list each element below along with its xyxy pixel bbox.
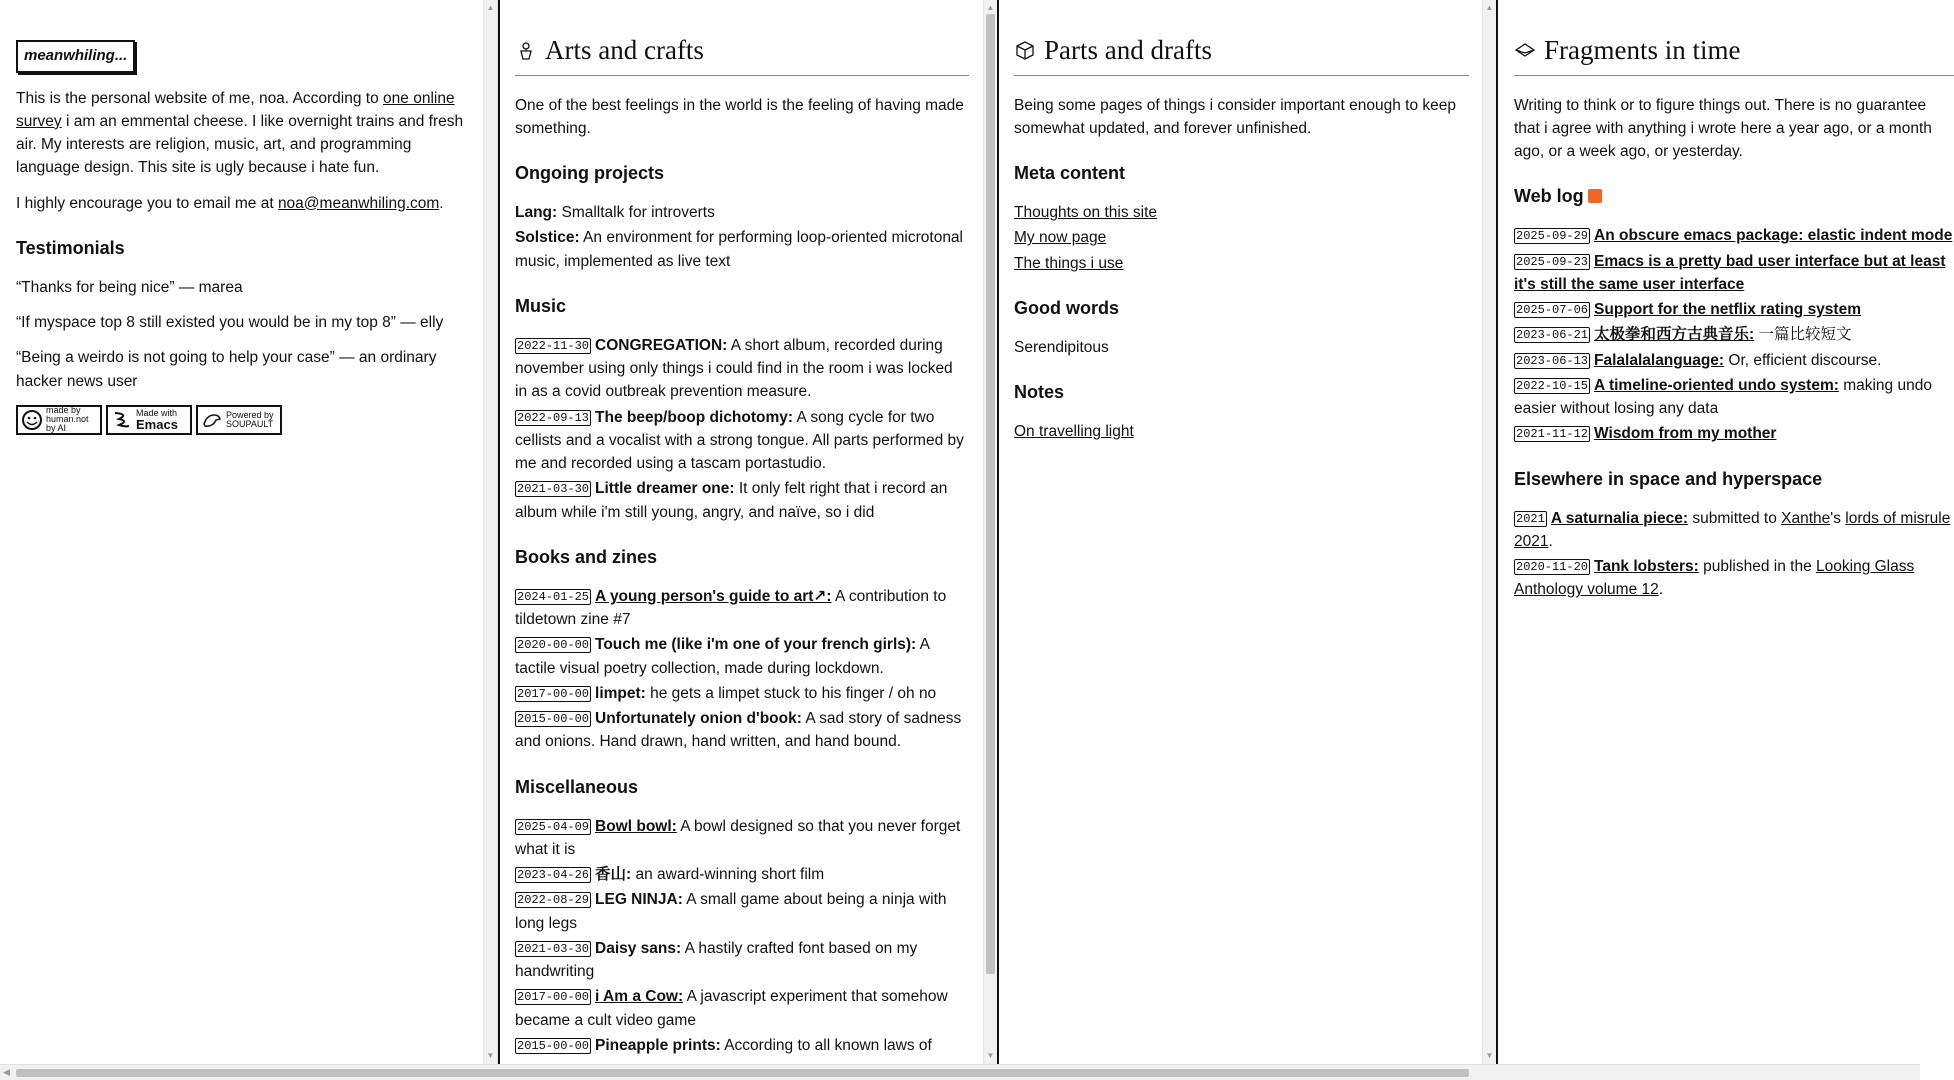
date-badge: 2022-08-29 [517, 893, 590, 908]
item-desc: A bowl designed so that you never forget what it is [515, 817, 961, 858]
post-link[interactable]: Emacs is a pretty bad user interface but at least it's still the same user interface [1514, 252, 1946, 293]
testimonial: “If myspace top 8 still existed you would be in my top 8” — elly [16, 314, 444, 331]
item-link[interactable]: Looking Glass Anthology volume 12 [1514, 558, 1915, 599]
item-link[interactable]: A saturnalia piece: [1550, 509, 1689, 527]
list-item [515, 707, 969, 754]
scroll-down-arrow-icon[interactable]: ▼ [1485, 1051, 1494, 1060]
emacs-icon [111, 409, 133, 431]
books-heading: Books and zines [515, 546, 658, 567]
item-desc: an award-winning short film [631, 866, 825, 883]
item-link[interactable]: lords of misrule 2021 [1514, 509, 1951, 550]
music-heading: Music [515, 295, 567, 316]
list-item [1014, 201, 1469, 224]
item-text: 's [1830, 509, 1846, 527]
post-link[interactable]: Wisdom from my mother [1594, 425, 1777, 443]
list-item [1514, 250, 1954, 297]
item-link[interactable]: Xanthe [1781, 509, 1831, 527]
date-badge: 2021-03-30 [517, 941, 590, 956]
scrollbar-col3[interactable] [1482, 0, 1497, 1064]
badge-line: Made with [136, 407, 178, 418]
item-desc: Smalltalk for introverts [557, 204, 715, 221]
things-i-use-link[interactable]: The things i use [1014, 254, 1124, 272]
date-badge: 2025-09-23 [1516, 254, 1589, 269]
intro-text: This is the personal website of me, noa. According to [16, 89, 384, 107]
item-name: CONGREGATION: [595, 336, 728, 354]
date-badge: 2021 [1516, 511, 1545, 526]
list-item [1514, 224, 1954, 247]
badge-line: human.not by AI [46, 414, 89, 434]
scrollbar-col1[interactable] [483, 0, 498, 1064]
diamond-icon [1514, 39, 1536, 61]
badge-line: Powered by [226, 409, 274, 420]
date-badge: 2022-11-30 [517, 338, 590, 353]
testimonial: “Being a weirdo is not going to help your case” — an ordinary hacker news user [16, 349, 437, 390]
list-item [515, 334, 969, 404]
item-name: Touch me (like i'm one of your french girls): [595, 636, 917, 654]
post-link[interactable]: An obscure emacs package: elastic indent mode [1594, 227, 1953, 245]
scroll-down-arrow-icon[interactable]: ▼ [986, 1051, 995, 1060]
rss-icon[interactable] [1588, 189, 1602, 203]
list-item [1514, 374, 1954, 421]
item-desc: 一篇比较短文 [1754, 326, 1852, 344]
item-desc: Or, efficient discourse. [1724, 351, 1882, 369]
arts-title-text: Arts and crafts [545, 35, 704, 65]
list-item [515, 682, 969, 705]
notes-heading: Notes [1014, 382, 1065, 402]
scroll-up-arrow-icon[interactable]: ▲ [986, 3, 995, 12]
scroll-thumb[interactable] [986, 14, 995, 974]
item-name: LEG NINJA: [595, 891, 683, 909]
date-badge: 2022-10-15 [1516, 378, 1589, 393]
date-badge: 2021-03-30 [517, 482, 590, 497]
email-paragraph [16, 192, 465, 215]
scrollbar-col2[interactable] [983, 0, 998, 1064]
post-link[interactable]: Support for the netflix rating system [1594, 301, 1861, 318]
list-item [515, 406, 969, 476]
scroll-thumb[interactable] [16, 1069, 1469, 1077]
flower-pot-icon [515, 39, 537, 61]
item-name: Lang: [515, 204, 558, 221]
badge-line: Emacs [136, 416, 178, 432]
arts-title [515, 30, 969, 76]
item-text: . [1658, 581, 1664, 599]
post-link[interactable]: Falalalalanguage: [1594, 351, 1725, 369]
horizontal-scrollbar[interactable] [0, 1064, 1920, 1080]
bird-icon [201, 409, 223, 431]
intro-text-2: i am an emmental cheese. I like overnight trains and fresh air. My interests are religion, music, art, and programming language design. This site is ugly because i hate fun. [16, 112, 464, 177]
item-text: submitted to [1688, 509, 1782, 527]
survey-link[interactable]: one online survey [16, 89, 455, 130]
item-link[interactable]: A young person's guide to art↗: [595, 587, 832, 605]
item-name: The beep/boop dichotomy: [595, 408, 794, 426]
item-desc: A short album, recorded during november using only things i could find in the room i was locked in as a covid outbreak prevention measure. [515, 336, 953, 401]
elsewhere-heading: Elsewhere in space and hyperspace [1514, 468, 1823, 489]
music-list [515, 334, 969, 524]
date-badge: 2017-00-00 [517, 686, 590, 701]
date-badge: 2015-00-00 [517, 712, 590, 726]
good-words-heading: Good words [1014, 297, 1119, 318]
list-item [515, 815, 969, 862]
parts-column [998, 0, 1484, 1064]
now-page-link[interactable]: My now page [1014, 229, 1107, 247]
list-item [1514, 298, 1954, 321]
testimonials-heading: Testimonials [16, 237, 125, 258]
item-desc: A javascript experiment that somehow became a cult video game [515, 988, 948, 1029]
item-desc: It only felt right that i record an album while i'm still young, angry, and naïve, so i did [515, 480, 948, 521]
weblog-heading [1514, 183, 1954, 210]
date-badge: 2025-09-29 [1516, 229, 1589, 244]
elsewhere-list [1514, 507, 1954, 602]
date-badge: 2020-00-00 [517, 638, 590, 653]
list-item [515, 863, 969, 886]
item-name: Little dreamer one: [595, 480, 735, 498]
box-icon [1014, 39, 1036, 61]
testimonial: “Thanks for being nice” — marea [16, 278, 243, 296]
date-badge: 2025-04-09 [517, 819, 590, 834]
email-text: I highly encourage you to email me at [16, 194, 278, 212]
site-logo[interactable]: meanwhiling... [16, 40, 135, 73]
list-item [1014, 420, 1469, 443]
date-badge: 2024-01-25 [517, 589, 590, 604]
list-item [515, 985, 969, 1032]
date-badge: 2017-00-00 [517, 990, 590, 1005]
post-link[interactable]: A timeline-oriented undo system: [1594, 376, 1839, 394]
parts-title [1014, 30, 1469, 76]
list-item [1514, 507, 1954, 554]
made-with-emacs-badge[interactable] [106, 405, 192, 435]
item-desc: A tactile visual poetry collection, made during lockdown. [515, 636, 930, 677]
list-item [515, 585, 969, 632]
arts-column [498, 0, 984, 1064]
list-item [515, 633, 969, 680]
list-item [515, 477, 969, 524]
badge-line: made by [46, 405, 81, 416]
parts-intro: Being some pages of things i consider important enough to keep somewhat updated, and forever unfinished. [1014, 96, 1457, 137]
item-name: Solstice: [515, 229, 580, 247]
item-name: Unfortunately onion d'book: [595, 710, 802, 727]
item-link[interactable]: i Am a Cow: [595, 988, 684, 1006]
meta-heading: Meta content [1014, 163, 1126, 183]
list-item [515, 937, 969, 984]
scroll-left-arrow-icon[interactable]: ◀ [3, 1067, 10, 1077]
scroll-down-arrow-icon[interactable]: ▼ [486, 1051, 495, 1060]
arts-intro: One of the best feelings in the world is the feeling of having made something. [515, 96, 964, 137]
list-item [515, 226, 969, 273]
item-desc: An environment for performing loop-oriented microtonal music, implemented as live text [515, 229, 963, 270]
thoughts-link[interactable]: Thoughts on this site [1014, 204, 1158, 221]
good-word: Serendipitous [1014, 338, 1109, 356]
item-desc: A small game about being a ninja with long legs [515, 891, 947, 932]
badges [16, 405, 465, 435]
item-link[interactable]: Tank lobsters: [1594, 558, 1699, 575]
item-desc: A sad story of sadness and onions. Hand drawn, hand written, and hand bound. [515, 710, 962, 751]
scroll-up-arrow-icon[interactable]: ▲ [1485, 3, 1494, 12]
date-badge: 2023-04-26 [517, 868, 590, 882]
item-desc: A song cycle for two cellists and a vocalist with a strong tongue. All parts performed by me and recorded using a tascam portastudio. [515, 408, 964, 472]
date-badge: 2015-00-00 [517, 1038, 590, 1053]
intro-column [0, 0, 480, 1064]
scroll-up-arrow-icon[interactable]: ▲ [486, 3, 495, 12]
parts-title-text: Parts and drafts [1044, 35, 1212, 65]
item-desc: A contribution to tildetown zine #7 [515, 587, 947, 628]
item-desc: he gets a limpet stuck to his finger / oh no [645, 684, 937, 702]
date-badge: 2021-11-12 [1516, 427, 1589, 442]
list-item [515, 201, 969, 224]
travelling-light-link[interactable]: On travelling light [1014, 423, 1134, 440]
list-item [515, 888, 969, 935]
misc-list [515, 815, 969, 1058]
books-list [515, 585, 969, 754]
list-item [1014, 226, 1469, 249]
list-item [1514, 349, 1954, 372]
ongoing-heading: Ongoing projects [515, 163, 665, 183]
item-desc: making undo easier without losing any data [1514, 376, 1932, 417]
list-item [1014, 252, 1469, 275]
list-item [1514, 555, 1954, 602]
intro-paragraph [16, 87, 465, 180]
date-badge: 2023-06-13 [1516, 353, 1589, 368]
fragments-title [1514, 30, 1954, 76]
item-text: . [1548, 532, 1553, 550]
made-by-human-badge[interactable] [16, 405, 102, 435]
item-desc: A hastily crafted font based on my handwriting [515, 939, 918, 980]
item-name: Daisy sans: [595, 939, 682, 957]
weblog-heading-text: Web log [1514, 186, 1584, 207]
list-item [1514, 422, 1954, 445]
item-link[interactable]: Bowl bowl: [595, 817, 677, 835]
smiley-icon [21, 409, 43, 431]
fragments-title-text: Fragments in time [1544, 35, 1741, 65]
email-link[interactable]: noa@meanwhiling.com [277, 194, 440, 212]
fragments-intro: Writing to think or to figure things out. There is no guarantee that i agree with anything i wrote here a year ago, or a month ago, or a week ago, or yesterday. [1514, 96, 1932, 160]
item-desc: According to all known laws of [720, 1036, 932, 1054]
item-name: Pineapple prints: [595, 1036, 721, 1054]
post-link[interactable]: 太极拳和西方古典音乐: [1594, 326, 1755, 344]
list-item [1514, 323, 1954, 346]
badge-line: SOUPAULT [226, 418, 274, 429]
misc-heading: Miscellaneous [515, 776, 639, 797]
item-name: limpet: [595, 684, 646, 702]
email-text-end: . [439, 194, 444, 212]
item-name: 香山: [595, 866, 632, 883]
date-badge: 2022-09-13 [517, 410, 590, 425]
list-item [515, 1034, 969, 1057]
date-badge: 2023-06-21 [1516, 328, 1589, 343]
soupault-badge[interactable] [196, 405, 282, 435]
item-text: published in the [1698, 558, 1817, 575]
date-badge: 2020-11-20 [1516, 560, 1589, 574]
weblog-list [1514, 224, 1954, 445]
date-badge: 2025-07-06 [1516, 303, 1589, 317]
fragments-column [1497, 0, 1953, 1064]
